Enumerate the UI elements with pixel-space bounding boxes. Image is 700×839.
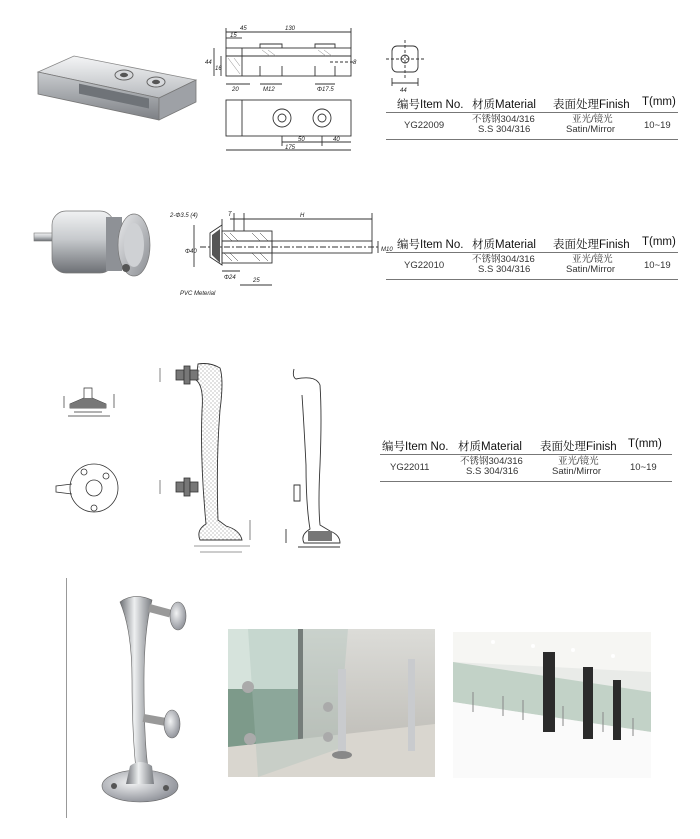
header-finish: 表面处理Finish (553, 99, 630, 111)
spec-header (386, 96, 678, 112)
header-material: 材质Material (458, 441, 522, 453)
header-material: 材质Material (472, 239, 536, 251)
thickness-value: 10~19 (644, 260, 671, 271)
material-en: S.S 304/316 (478, 264, 531, 275)
dim-16: 16 (215, 66, 222, 72)
spec-row (386, 113, 678, 139)
header-item-no: 编号Item No. (397, 239, 464, 251)
finish-cn: 亚光/镜光 (572, 114, 613, 125)
spec-header (380, 438, 672, 454)
product-photo-clamp (34, 50, 199, 130)
finish-cn: 亚光/镜光 (558, 456, 599, 467)
spec-row (380, 455, 672, 481)
finish-cn: 亚光/镜光 (572, 254, 613, 265)
dim-175: 175 (285, 145, 296, 151)
dim-m10: M10 (381, 247, 393, 253)
spec-table-yg22010 (386, 236, 678, 280)
dim-44b: 44 (400, 88, 407, 94)
spec-row (386, 253, 678, 279)
header-material: 材质Material (472, 99, 536, 111)
dim-130: 130 (285, 26, 296, 32)
material-en: S.S 304/316 (466, 466, 519, 477)
dim-h: H (300, 213, 305, 219)
material-en: S.S 304/316 (478, 124, 531, 135)
thickness-value: 10~19 (630, 462, 657, 473)
dim-50: 50 (298, 137, 305, 143)
header-thickness: T(mm) (628, 438, 662, 450)
drawing-clamp-end-view (378, 36, 428, 94)
product-photo-post (92, 590, 197, 815)
header-thickness: T(mm) (642, 96, 676, 108)
drawing-post-base-detail (54, 374, 132, 424)
drawing-post-side (150, 350, 260, 555)
header-thickness: T(mm) (642, 236, 676, 248)
dim-40: 40 (333, 137, 340, 143)
header-finish: 表面处理Finish (553, 239, 630, 251)
item-code: YG22011 (390, 462, 430, 473)
dim-t: T (228, 212, 232, 218)
dim-45: 45 (240, 26, 247, 32)
drawing-clamp-elevation (200, 22, 360, 152)
material-cn: 不锈钢304/316 (460, 456, 523, 467)
finish-en: Satin/Mirror (566, 124, 616, 135)
finish-en: Satin/Mirror (552, 466, 602, 477)
dim-holes: 2-Φ3.5 (4) (170, 213, 198, 219)
label-pvc: PVC Meterial (180, 291, 216, 297)
dim-25: 25 (253, 278, 260, 284)
spec-table-yg22011 (380, 438, 672, 482)
dim-phi24: Φ24 (224, 275, 236, 281)
installation-photo-balcony (453, 632, 651, 778)
spec-header (386, 236, 678, 252)
spec-table-yg22009 (386, 96, 678, 140)
drawing-post-base-plan (54, 458, 122, 518)
header-finish: 表面处理Finish (540, 441, 617, 453)
drawing-post-profile (280, 355, 360, 550)
thickness-value: 10~19 (644, 120, 671, 131)
dim-15: 15 (230, 33, 237, 39)
dim-20: 20 (232, 87, 239, 93)
spec-divider (386, 139, 678, 140)
dim-phi17-5: Φ17.5 (317, 87, 334, 93)
dim-m12: M12 (263, 87, 275, 93)
spec-divider (386, 279, 678, 280)
finish-en: Satin/Mirror (566, 264, 616, 275)
dim-phi40: Φ40 (185, 249, 197, 255)
material-cn: 不锈钢304/316 (472, 114, 535, 125)
dim-44a: 44 (205, 60, 212, 66)
header-item-no: 编号Item No. (382, 441, 449, 453)
dim-8: 8 (353, 60, 357, 66)
header-item-no: 编号Item No. (397, 99, 464, 111)
vertical-divider (66, 578, 67, 818)
material-cn: 不锈钢304/316 (472, 254, 535, 265)
installation-photo-staircase (228, 629, 435, 777)
product-photo-standoff (34, 205, 154, 285)
drawing-standoff-section (160, 205, 400, 300)
item-code: YG22010 (404, 260, 445, 271)
item-code: YG22009 (404, 120, 445, 131)
spec-divider (380, 481, 672, 482)
